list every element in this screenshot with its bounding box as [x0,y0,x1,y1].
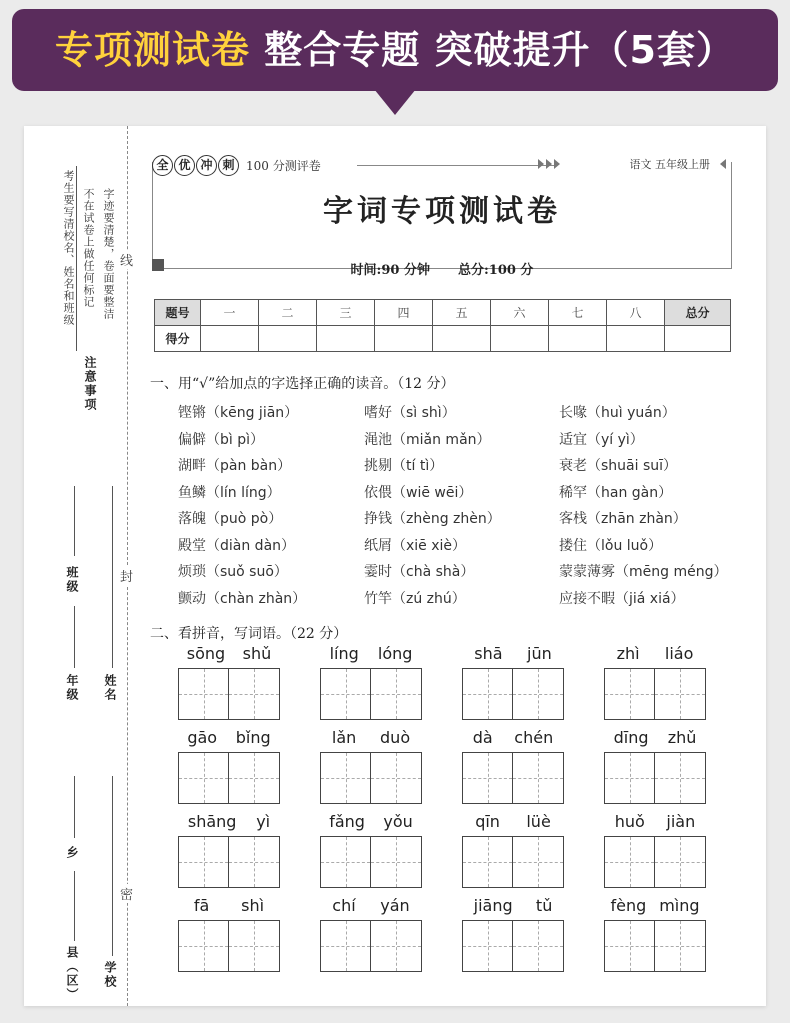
pinyin-syllable: fǎng [329,812,365,831]
table-cell: 总分 [665,300,731,326]
word: 渑池 [364,431,392,448]
pinyin-syllable: lǎn [331,728,357,747]
tianzige-cell[interactable] [371,920,422,972]
pinyin-label [178,728,280,747]
table-cell: 题号 [155,300,201,326]
pronunciation-item[interactable] [364,561,474,581]
notice-bracket [76,166,77,351]
pinyin-syllable: zhǔ [667,728,697,747]
pinyin-syllable: sōng [186,644,226,663]
pinyin-label [178,644,280,663]
pinyin-label [462,644,564,663]
writing-boxes [604,668,706,720]
word: 嗜好 [364,405,392,421]
pinyin-label [604,728,706,747]
pinyin-label [462,896,564,915]
pinyin-syllable: fèng [610,896,647,915]
writing-boxes [462,836,564,888]
pinyin-options[interactable]: （chà shà） [392,564,475,580]
question-1-title: 一、用“√”给加点的字选择正确的读音。（12 分） [150,376,455,392]
seal-feng: 封 [120,566,133,585]
pinyin-options[interactable]: （può pò） [206,511,283,527]
pinyin-label [462,812,564,831]
word: 霎时 [364,564,392,580]
pinyin-syllable: zhì [616,644,640,663]
pronunciation-item[interactable] [559,429,644,449]
writing-boxes [462,920,564,972]
pinyin-options[interactable]: （zú zhú） [392,590,466,607]
pronunciation-item[interactable] [559,402,676,422]
school-line [112,776,113,956]
tianzige-cell[interactable] [513,920,564,972]
pinyin-syllable: tǔ [535,896,553,915]
pronunciation-item[interactable] [178,561,288,581]
brand [152,154,321,176]
notice-line-2: 不在试卷上做任何标记 [82,188,95,308]
word: 纸屑 [364,537,392,554]
writing-boxes [320,668,422,720]
promo-banner [12,9,778,91]
exam-paper [24,126,766,1006]
table-cell: 六 [491,300,549,326]
word: 偏僻 [178,431,206,448]
score-input[interactable] [607,326,665,352]
word: 殿堂 [178,537,206,554]
pinyin-options[interactable]: （xiē xiè） [392,537,467,554]
tianzige-cell[interactable] [371,752,422,804]
banner-title [12,9,778,91]
pinyin-syllable: dà [472,728,493,747]
seal-mi: 密 [120,884,133,903]
writing-boxes [604,752,706,804]
tianzige-cell[interactable] [513,836,564,888]
word: 蒙蒙薄雾 [559,564,615,580]
pronunciation-item[interactable] [559,482,672,502]
pronunciation-item[interactable] [559,535,662,555]
tianzige-cell[interactable] [462,752,513,804]
word: 挑剔 [364,458,392,474]
tianzige-cell[interactable] [462,920,513,972]
arrow-right-icon [554,159,560,169]
tianzige-cell[interactable] [462,668,513,720]
pinyin-label [604,896,706,915]
score-table-header-row [155,300,731,326]
pinyin-options[interactable]: （han gàn） [587,484,673,501]
score-input[interactable] [433,326,491,352]
score-input[interactable] [317,326,375,352]
word: 鱼鳞 [178,484,206,501]
brand-char: 优 [174,155,195,176]
pronunciation-item[interactable] [364,535,466,555]
writing-boxes [320,920,422,972]
pronunciation-item[interactable] [178,482,281,502]
tianzige-cell[interactable] [320,752,371,804]
county-line [74,871,75,941]
pinyin-syllable: mìng [659,896,700,915]
word: 竹竿 [364,590,392,607]
pronunciation-item[interactable] [364,588,466,608]
header-rule [357,165,557,166]
tianzige-cell[interactable] [320,920,371,972]
word: 适宜 [559,431,587,448]
word: 衰老 [559,458,587,474]
score-table [154,299,731,352]
table-cell: 七 [549,300,607,326]
pinyin-syllable: lóng [377,644,413,663]
seal-xian: 线 [120,250,133,269]
pinyin-options[interactable]: （mēng méng） [615,564,728,580]
word: 湖畔 [178,458,206,474]
writing-boxes [178,668,280,720]
score-input[interactable] [549,326,607,352]
arrow-right-icon [546,159,552,169]
pronunciation-item[interactable] [178,455,291,475]
tianzige-cell[interactable] [604,920,655,972]
tianzige-cell[interactable] [178,920,229,972]
word: 烦琐 [178,564,206,580]
time-score [152,259,732,278]
brand-subtitle: 100 分测评卷 [246,158,321,173]
pinyin-options[interactable]: （sì shì） [392,405,456,421]
word: 应接不暇 [559,590,615,607]
school-label: 学校 [103,961,117,989]
pronunciation-item[interactable] [364,482,472,502]
pinyin-syllable: jiàn [666,812,696,831]
table-cell: 五 [433,300,491,326]
word: 稀罕 [559,484,587,501]
tianzige-cell[interactable] [178,668,229,720]
pinyin-label [178,896,280,915]
tianzige-cell[interactable] [320,836,371,888]
tianzige-cell[interactable] [513,668,564,720]
score-input[interactable] [491,326,549,352]
pronunciation-item[interactable] [364,508,501,528]
pinyin-syllable: qīn [475,812,500,831]
pinyin-syllable: fā [193,896,210,915]
tianzige-cell[interactable] [604,752,655,804]
pinyin-syllable: gāo [187,728,218,747]
tianzige-cell[interactable] [320,668,371,720]
table-cell: 得分 [155,326,201,352]
pinyin-options[interactable]: （shuāi suī） [587,458,678,474]
pinyin-options[interactable]: （chàn zhàn） [206,590,307,607]
pinyin-syllable: chí [332,896,356,915]
notice-line-1: 考生要写清校名、姓名和班级 [62,170,75,326]
banner-rest: 整合专题 突破提升（5套） [250,28,735,72]
pinyin-syllable: lüè [526,812,551,831]
writing-boxes [178,920,280,972]
writing-boxes [178,752,280,804]
pinyin-options[interactable]: （bì pì） [206,431,265,448]
pinyin-label [320,644,422,663]
table-cell: 四 [375,300,433,326]
pinyin-label [178,812,280,831]
notice-line-3: 字迹要清楚，卷面要整洁 [102,188,115,320]
question-2-title: 二、看拼音，写词语。（22 分） [150,626,348,642]
pronunciation-item[interactable] [364,429,491,449]
pinyin-syllable: shì [241,896,265,915]
tianzige-cell[interactable] [229,836,280,888]
pronunciation-item[interactable] [178,429,264,449]
word: 颤动 [178,590,206,607]
grade-label: 年级 [65,674,79,702]
tianzige-cell[interactable] [229,668,280,720]
pinyin-syllable: huǒ [614,812,645,831]
tianzige-cell[interactable] [178,752,229,804]
pinyin-label [320,896,422,915]
pinyin-options[interactable]: （wiē wēi） [392,484,473,501]
pronunciation-item[interactable] [559,588,685,608]
pinyin-syllable: yán [380,896,410,915]
banner-highlight: 专项测试卷 [55,28,251,72]
pinyin-options[interactable]: （yí yì） [587,431,644,448]
table-cell: 三 [317,300,375,326]
total-score: 总分:100 分 [457,263,534,278]
table-cell: 一 [201,300,259,326]
pinyin-syllable: shǔ [242,644,272,663]
tianzige-cell[interactable] [655,836,706,888]
writing-boxes [320,836,422,888]
header-top [152,154,732,176]
tianzige-cell[interactable] [462,836,513,888]
pinyin-options[interactable]: （suǒ suō） [206,564,288,580]
name-line [112,486,113,668]
score-input[interactable] [201,326,259,352]
notice-label: 注意事项 [83,356,97,412]
word: 长喙 [559,405,587,421]
name-label: 姓名 [103,674,117,702]
pinyin-options[interactable]: （diàn dàn） [206,537,296,554]
pronunciation-item[interactable] [178,508,282,528]
pronunciation-item[interactable] [559,508,687,528]
pronunciation-item[interactable] [559,455,677,475]
word: 挣钱 [364,511,392,527]
pinyin-options[interactable]: （kēng jiān） [206,405,299,421]
pinyin-label [604,644,706,663]
subject-grade: 语文 五年级上册 [629,158,710,171]
pronunciation-item[interactable] [559,561,727,581]
arrow-left-icon [720,159,726,169]
township-label: 乡 [65,846,79,860]
tianzige-cell[interactable] [229,920,280,972]
pinyin-syllable: dīng [613,728,649,747]
township-line [74,776,75,838]
pinyin-options[interactable]: （zhān zhàn） [587,511,687,527]
pinyin-options[interactable]: （tí tì） [392,458,444,474]
word: 客栈 [559,511,587,527]
pinyin-syllable: jūn [527,644,552,663]
tianzige-cell[interactable] [655,752,706,804]
class-line [74,486,75,556]
pinyin-syllable: chén [514,728,554,747]
word: 铿锵 [178,405,206,421]
pinyin-syllable: yǒu [383,812,413,831]
tianzige-cell[interactable] [655,920,706,972]
pinyin-label [462,728,564,747]
tianzige-cell[interactable] [513,752,564,804]
pronunciation-item[interactable] [178,402,298,422]
writing-boxes [604,920,706,972]
pinyin-options[interactable]: （pàn bàn） [206,458,292,474]
banner-arrow-icon [374,89,416,115]
tianzige-cell[interactable] [178,836,229,888]
writing-boxes [462,752,564,804]
word: 落魄 [178,511,206,527]
pinyin-syllable: líng [329,644,359,663]
county-label: 县（区） [65,946,79,1002]
pronunciation-item[interactable] [364,455,443,475]
writing-boxes [604,836,706,888]
pinyin-label [320,812,422,831]
class-label: 班级 [65,566,79,594]
score-table-score-row [155,326,731,352]
score-input[interactable] [375,326,433,352]
pinyin-syllable: shāng [187,812,237,831]
table-cell: 八 [607,300,665,326]
writing-boxes [178,836,280,888]
pinyin-options[interactable]: （huì yuán） [587,405,676,421]
pinyin-options[interactable]: （zhèng zhèn） [392,511,501,527]
grade-line [74,606,75,668]
writing-boxes [462,668,564,720]
pinyin-syllable: duò [380,728,411,747]
score-input[interactable] [259,326,317,352]
pinyin-options[interactable]: （lǒu luǒ） [587,537,663,554]
pronunciation-item[interactable] [364,402,456,422]
arrow-right-icon [538,159,544,169]
score-input[interactable] [665,326,731,352]
brand-char: 刺 [218,155,239,176]
pinyin-syllable: bǐng [235,728,271,747]
word: 搂住 [559,537,587,554]
pinyin-label [604,812,706,831]
tianzige-cell[interactable] [604,836,655,888]
pronunciation-item[interactable] [178,535,295,555]
pronunciation-item[interactable] [178,588,306,608]
tianzige-cell[interactable] [604,668,655,720]
writing-boxes [320,752,422,804]
pinyin-syllable: yì [256,812,271,831]
tianzige-cell[interactable] [371,668,422,720]
tianzige-cell[interactable] [371,836,422,888]
brand-char: 冲 [196,155,217,176]
table-cell: 二 [259,300,317,326]
pinyin-syllable: jiāng [473,896,513,915]
pinyin-options[interactable]: （jiá xiá） [615,590,685,607]
brand-char: 全 [152,155,173,176]
pinyin-options[interactable]: （lín líng） [206,484,281,501]
tianzige-cell[interactable] [229,752,280,804]
tianzige-cell[interactable] [655,668,706,720]
pinyin-label [320,728,422,747]
time-limit: 时间:90 分钟 [350,263,430,278]
word: 依偎 [364,484,392,501]
pinyin-options[interactable]: （miǎn mǎn） [392,431,491,448]
page-title: 字词专项测试卷 [323,194,561,229]
pinyin-syllable: shā [474,644,503,663]
pinyin-syllable: liáo [664,644,694,663]
